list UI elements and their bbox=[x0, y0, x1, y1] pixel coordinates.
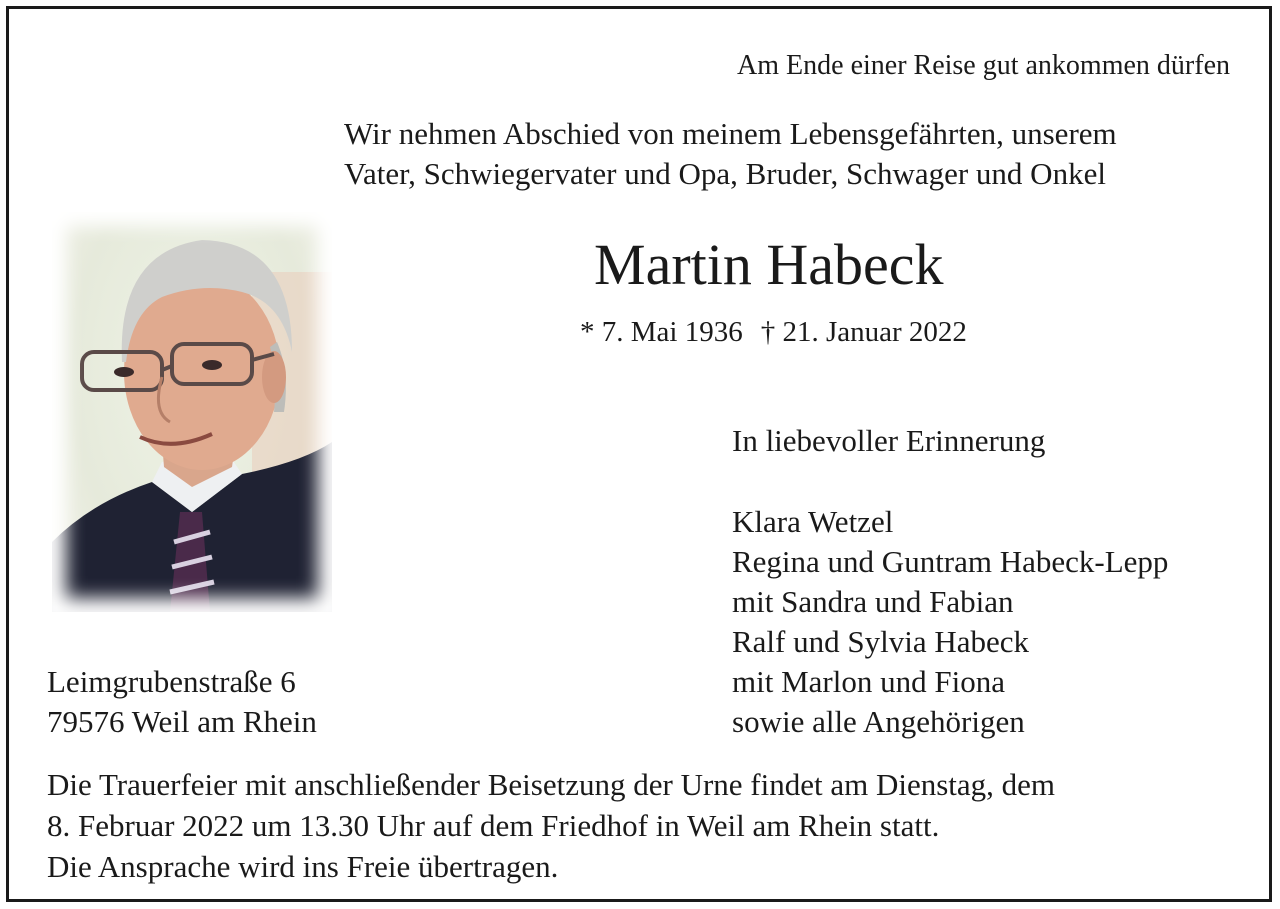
funeral-notice-line-1: Die Trauerfeier mit anschließender Beisetzung der Urne findet am Dienstag, dem bbox=[47, 767, 1056, 802]
portrait-photo bbox=[52, 212, 332, 612]
address-city: 79576 Weil am Rhein bbox=[47, 704, 317, 739]
funeral-notice-line-3: Die Ansprache wird ins Freie übertragen. bbox=[47, 849, 559, 884]
mourner-line: Regina und Guntram Habeck-Lepp bbox=[732, 544, 1169, 579]
mourners-list bbox=[732, 502, 1168, 742]
mourner-line: sowie alle Angehörigen bbox=[732, 704, 1025, 739]
address-block bbox=[47, 662, 317, 742]
portrait-illustration bbox=[52, 212, 332, 612]
life-dates bbox=[580, 318, 967, 347]
funeral-notice-line-2: 8. Februar 2022 um 13.30 Uhr auf dem Friedhof in Weil am Rhein statt. bbox=[47, 808, 940, 843]
funeral-notice bbox=[47, 764, 1055, 887]
address-street: Leimgrubenstraße 6 bbox=[47, 664, 296, 699]
motto: Am Ende einer Reise gut ankommen dürfen bbox=[737, 50, 1230, 81]
mourner-line: mit Sandra und Fabian bbox=[732, 584, 1014, 619]
mourner-line: Ralf und Sylvia Habeck bbox=[732, 624, 1030, 659]
birth-date: * 7. Mai 1936 bbox=[580, 316, 743, 348]
remembrance-line: In liebevoller Erinnerung bbox=[732, 423, 1046, 458]
deceased-name: Martin Habeck bbox=[594, 232, 944, 297]
farewell-intro bbox=[344, 114, 1117, 194]
mourner-line: mit Marlon und Fiona bbox=[732, 664, 1005, 699]
mourner-line: Klara Wetzel bbox=[732, 504, 894, 539]
farewell-intro-line-2: Vater, Schwiegervater und Opa, Bruder, Schwager und Onkel bbox=[344, 156, 1106, 191]
farewell-intro-line-1: Wir nehmen Abschied von meinem Lebensgefährten, unserem bbox=[344, 116, 1117, 151]
death-date: † 21. Januar 2022 bbox=[760, 316, 967, 348]
